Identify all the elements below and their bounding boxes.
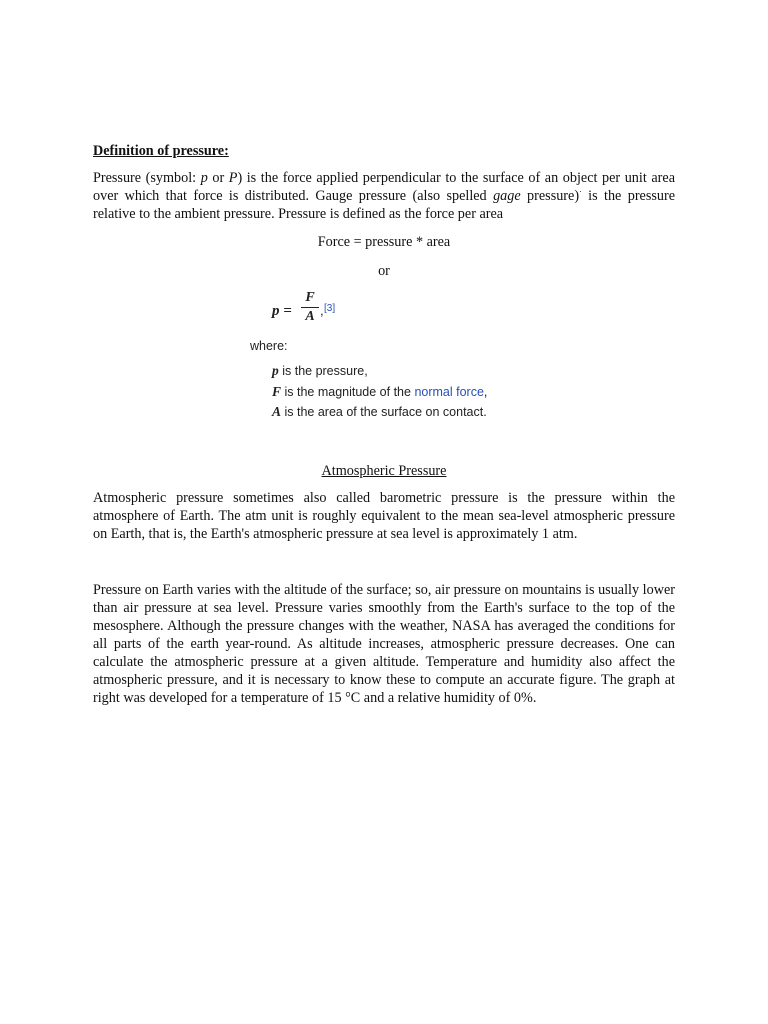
citation-link[interactable]: [3] bbox=[324, 303, 336, 314]
gage-word: gage bbox=[493, 188, 521, 204]
definition-item bbox=[272, 402, 487, 423]
symbol-p: p bbox=[200, 170, 208, 186]
equation-comma: , bbox=[320, 303, 324, 318]
intro-paragraph bbox=[93, 169, 675, 223]
fraction-bar bbox=[301, 307, 319, 308]
intro-text-5: is the pressure relative to the ambient pressure. Pressure is defined as the force per area bbox=[93, 188, 676, 222]
section-heading-definition: Definition of pressure: bbox=[93, 143, 229, 159]
atmospheric-paragraph-1: Atmospheric pressure sometimes also called barometric pressure is the pressure within the atmosphere of Earth. The atm unit is roughly equivalent to the mean sea-level atmospheric pressure on Earth, that is, the Earth's atmospheric pressure at sea level is approximately 1 atm. bbox=[93, 490, 675, 542]
intro-text-3: ) is the force applied perpendicular to the surface of an object per unit area over which that force is distributed. Gauge pressure (also spelled bbox=[93, 170, 675, 204]
normal-force-link[interactable]: normal force bbox=[414, 384, 484, 399]
intro-text-2: or bbox=[207, 170, 229, 186]
definition-item bbox=[272, 361, 487, 382]
definition-text-post: , bbox=[483, 384, 488, 399]
where-label: where: bbox=[250, 339, 288, 353]
definition-text: is the area of the surface on contact. bbox=[281, 405, 487, 419]
fraction-numerator: F bbox=[305, 290, 315, 305]
definition-text: is the pressure, bbox=[278, 364, 368, 378]
pressure-equation bbox=[250, 288, 580, 336]
definition-symbol: A bbox=[272, 404, 282, 419]
definition-list bbox=[272, 361, 487, 423]
superscript-dot: · bbox=[579, 187, 582, 197]
definition-text: is the magnitude of the bbox=[281, 384, 415, 399]
definition-item bbox=[272, 382, 487, 403]
atmospheric-paragraph-2: Pressure on Earth varies with the altitude of the surface; so, air pressure on mountains is usually lower than air pressure at sea level. Pressure varies smoothly from the Earth's surface to the top of the mesosphere. Although the pressure changes with the weather, NASA has averaged the conditions for all parts of the earth year-round. As altitude increases, atmospheric pressure decreases. One can calculate the atmospheric pressure at a given altitude. Temperature and humidity also affect the atmospheric pressure, and it is necessary to know these to compute an accurate figure. The graph at right was developed for a temperature of 15 °C and a relative humidity of 0%. bbox=[93, 582, 675, 706]
or-separator: or bbox=[378, 263, 390, 279]
symbol-P: P bbox=[228, 170, 238, 186]
fraction-denominator: A bbox=[305, 309, 315, 324]
force-formula: Force = pressure * area bbox=[317, 234, 451, 250]
definition-symbol: p bbox=[272, 363, 279, 378]
intro-text-4: pressure) bbox=[520, 188, 580, 204]
pressure-equation-snippet bbox=[250, 288, 580, 419]
equation-lhs: p = bbox=[272, 303, 292, 319]
intro-text-1: Pressure (symbol: bbox=[93, 170, 201, 186]
section-heading-atmospheric: Atmospheric Pressure bbox=[321, 463, 447, 479]
definition-symbol: F bbox=[272, 383, 282, 399]
equation-fraction bbox=[301, 290, 319, 325]
